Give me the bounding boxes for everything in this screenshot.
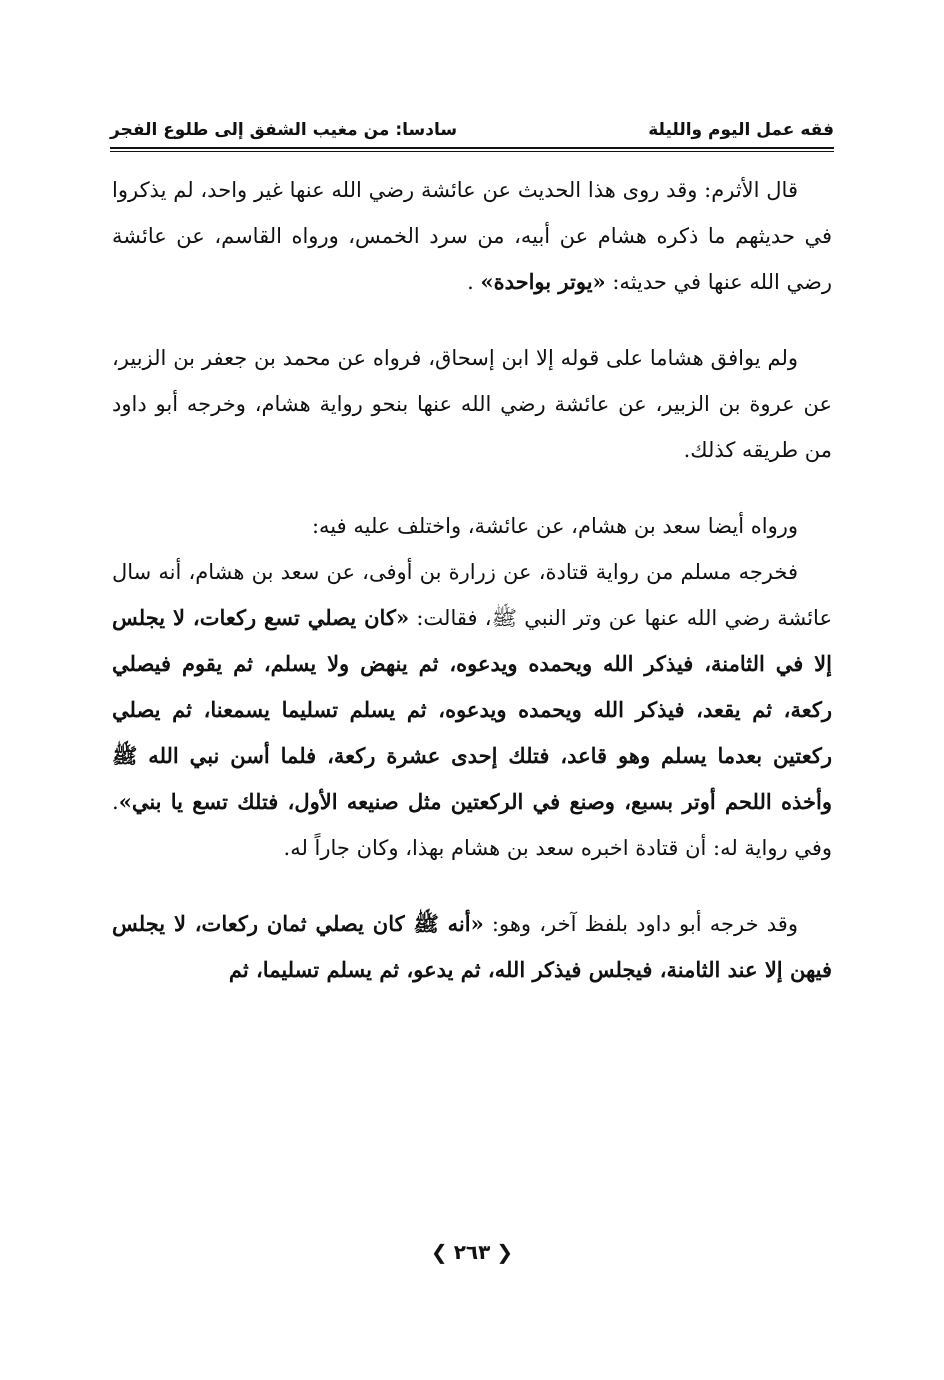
paragraph-1	[112, 167, 832, 305]
paragraph-text: فخرجه مسلم من رواية قتادة، عن زرارة بن أوفى، عن سعد بن هشام، أنه سال عائشة رضي الله عنها عن وتر النبي ﷺ، فقالت:	[112, 560, 832, 630]
book-title: فقه عمل اليوم والليلة	[648, 120, 834, 140]
paragraph-4	[112, 549, 832, 871]
header-rule-thin	[110, 151, 834, 152]
ornament-right-icon: ❯	[496, 1240, 514, 1264]
section-title: سادسا: من مغيب الشفق إلى طلوع الفجر	[110, 120, 458, 140]
hadith-quote: «يوتر بواحدة»	[480, 269, 606, 294]
hadith-quote: «أنه ﷺ كان يصلي ثمان ركعات، لا يجلس فيهن إلا عند الثامنة، فيجلس فيذكر الله، ثم يدعو، ثم يسلم تسليما، ثم	[112, 911, 832, 982]
page-footer	[0, 1240, 944, 1280]
hadith-quote: «كان يصلي تسع ركعات، لا يجلس إلا في الثامنة، فيذكر الله ويحمده ويدعوه، ثم ينهض ولا يسلم، ثم يقوم فيصلي ركعة، ثم يقعد، فيذكر الله ويحمده ويدعوه، ثم يسلم تسليما يسمعنا، ثم يصلي ركعتين بعدما يسلم وهو قاعد، فتلك إحدى عشرة ركعة، فلما أسن نبي الله ﷺ وأخذه اللحم أوتر بسبع، وصنع في الركعتين مثل صنيعه الأول، فتلك تسع يا بني»	[112, 605, 832, 814]
paragraph-3	[112, 503, 832, 549]
paragraph-5	[112, 901, 832, 993]
paragraph-text: ولم يوافق هشاما على قوله إلا ابن إسحاق، فرواه عن محمد بن جعفر بن الزبير، عن عروة بن الزبير، عن عائشة رضي الله عنها بنحو رواية هشام، وخرجه أبو داود من طريقه كذلك.	[112, 346, 832, 462]
page-number: ٢٦٣	[453, 1240, 491, 1264]
page-body	[112, 167, 832, 993]
paragraph-tail: . وفي رواية له: أن قتادة اخبره سعد بن هشام بهذا، وكان جاراً له.	[112, 790, 832, 860]
paragraph-text: ورواه أيضا سعد بن هشام، عن عائشة، واختلف عليه فيه:	[311, 514, 798, 538]
running-header	[110, 112, 834, 148]
paragraph-2	[112, 335, 832, 473]
paragraph-tail: .	[467, 270, 481, 294]
paragraph-text: قال الأثرم: وقد روى هذا الحديث عن عائشة رضي الله عنها غير واحد، لم يذكروا في حديثهم ما ذكره هشام عن أبيه، من سرد الخمس، ورواه القاسم، عن عائشة رضي الله عنها في حديثه:	[112, 178, 832, 294]
ornament-left-icon: ❮	[430, 1240, 448, 1264]
paragraph-text: وقد خرجه أبو داود بلفظ آخر، وهو:	[491, 912, 798, 936]
header-rule	[110, 147, 834, 149]
